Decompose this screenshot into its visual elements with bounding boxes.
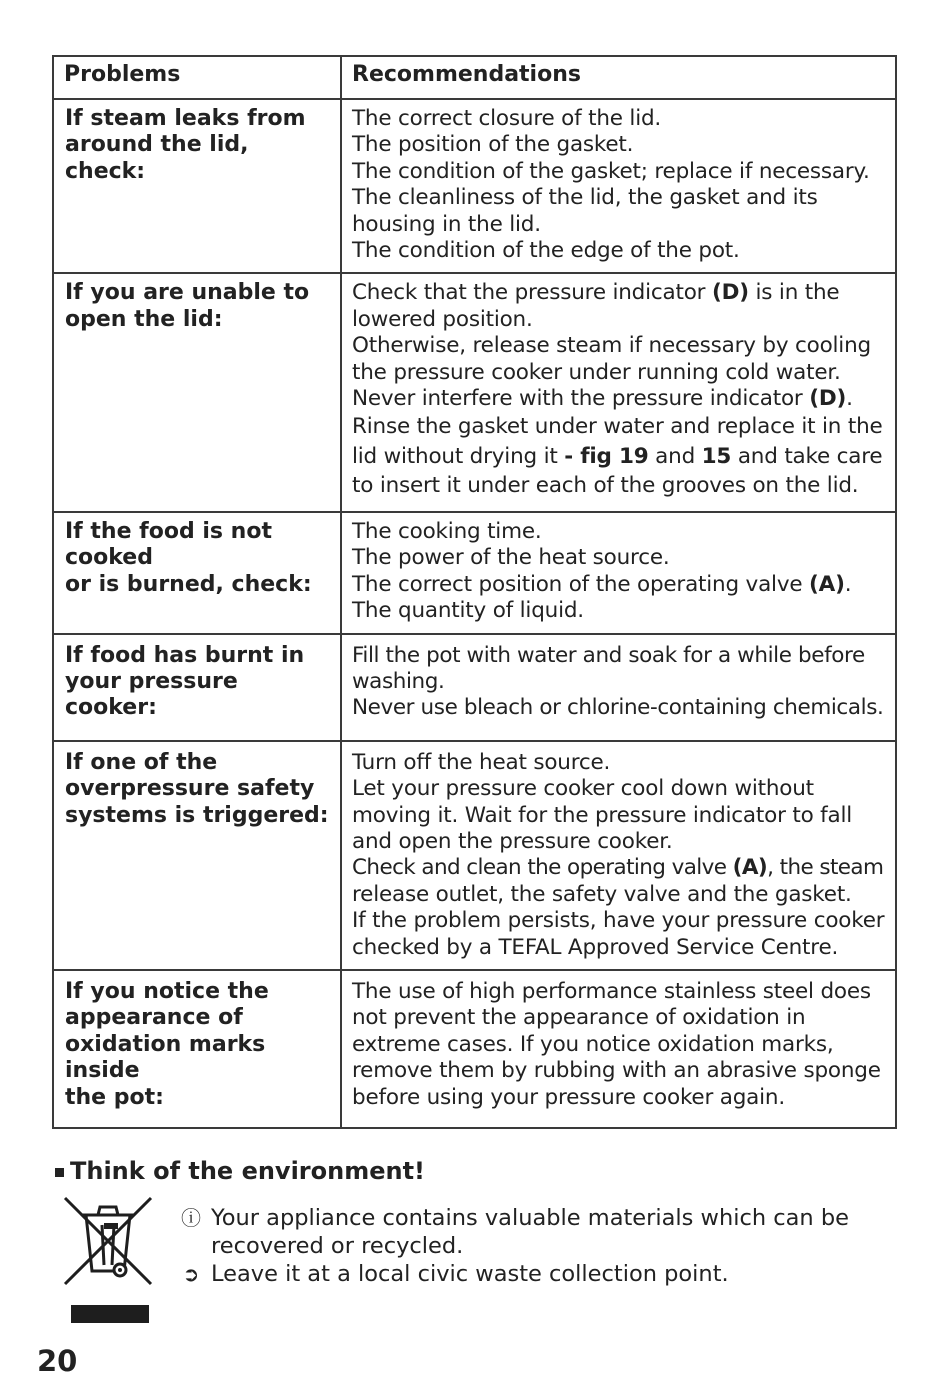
troubleshooting-table bbox=[52, 55, 897, 1129]
recommendation-text bbox=[352, 442, 885, 472]
problem-text: If you are unable to bbox=[65, 280, 310, 306]
recommendation-text: The position of the gasket. bbox=[352, 132, 634, 158]
rec-text: lid without drying it bbox=[352, 443, 565, 469]
bin-underline-bar bbox=[71, 1305, 149, 1323]
env-line-text: recovered or recycled. bbox=[211, 1233, 464, 1259]
recommendation-cell bbox=[341, 741, 896, 970]
crossed-out-wheelie-bin-icon bbox=[62, 1195, 154, 1287]
problem-text: open the lid: bbox=[65, 306, 223, 332]
bullet-square-icon bbox=[55, 1168, 64, 1177]
recommendation-text: lowered position. bbox=[352, 306, 533, 332]
recommendation-text: before using your pressure cooker again. bbox=[352, 1084, 785, 1110]
problem-text: systems is triggered: bbox=[65, 802, 329, 828]
header-recommendations: Recommendations bbox=[341, 56, 896, 99]
recommendation-text: Turn off the heat source. bbox=[352, 749, 611, 775]
recommendation-text bbox=[352, 855, 885, 881]
recommendation-text: The condition of the edge of the pot. bbox=[352, 238, 740, 264]
recommendation-text: The cleanliness of the lid, the gasket and its bbox=[352, 185, 818, 211]
rec-text: The correct position of the operating valve bbox=[352, 571, 810, 597]
recommendation-text: extreme cases. If you notice oxidation marks, bbox=[352, 1031, 834, 1057]
rec-text: Check that the pressure indicator bbox=[352, 280, 712, 306]
recommendation-cell bbox=[341, 99, 896, 273]
recommendation-cell bbox=[341, 634, 896, 741]
recommendation-text: The cooking time. bbox=[352, 518, 542, 544]
page-number: 20 bbox=[37, 1344, 78, 1378]
recommendation-text: Let your pressure cooker cool down without bbox=[352, 776, 814, 802]
table-row bbox=[53, 273, 896, 512]
problem-cell bbox=[53, 99, 341, 273]
problem-cell bbox=[53, 970, 341, 1128]
recommendation-text: release outlet, the safety valve and the gasket. bbox=[352, 881, 852, 907]
problem-text: If the food is not cooked bbox=[65, 518, 272, 571]
recommendation-cell bbox=[341, 273, 896, 512]
rec-text: , the steam bbox=[767, 855, 884, 881]
env-line-text: Leave it at a local civic waste collection point. bbox=[211, 1261, 729, 1287]
recommendation-text: The power of the heat source. bbox=[352, 545, 670, 571]
recommendation-text: The condition of the gasket; replace if necessary. bbox=[352, 158, 870, 184]
header-problems: Problems bbox=[53, 56, 341, 99]
rec-text: . bbox=[846, 386, 853, 412]
environment-title: Think of the environment! bbox=[70, 1157, 425, 1185]
rec-text: and take care bbox=[731, 443, 883, 469]
recommendation-text: not prevent the appearance of oxidation in bbox=[352, 1005, 806, 1031]
info-icon: ⓘ bbox=[181, 1206, 201, 1230]
recommendation-text: Never use bleach or chlorine-containing chemicals. bbox=[352, 695, 884, 721]
problem-text: If you notice the bbox=[65, 979, 269, 1005]
arrow-right-icon: ➲ bbox=[182, 1262, 200, 1286]
problem-text: or is burned, check: bbox=[65, 571, 312, 597]
component-ref: (D) bbox=[809, 386, 847, 412]
recommendation-text bbox=[352, 280, 885, 306]
problem-cell bbox=[53, 273, 341, 512]
table-header-row bbox=[53, 56, 896, 99]
problem-cell bbox=[53, 634, 341, 741]
rec-text: Check and clean the operating valve bbox=[352, 855, 733, 881]
recommendation-text: moving it. Wait for the pressure indicator to fall bbox=[352, 802, 853, 828]
recommendation-text: Rinse the gasket under water and replace it in the bbox=[352, 414, 883, 440]
env-line-text: Your appliance contains valuable materials which can be bbox=[211, 1205, 849, 1231]
problem-text: If one of the bbox=[65, 749, 218, 775]
recommendation-cell bbox=[341, 970, 896, 1128]
figure-ref: 15 bbox=[701, 443, 732, 469]
table-row bbox=[53, 99, 896, 273]
table-row bbox=[53, 634, 896, 741]
problem-cell bbox=[53, 512, 341, 634]
recommendation-cell bbox=[341, 512, 896, 634]
recommendation-text: The correct closure of the lid. bbox=[352, 106, 662, 131]
recommendation-text: to insert it under each of the grooves on the lid. bbox=[352, 473, 859, 499]
component-ref: (A) bbox=[809, 571, 845, 597]
env-line bbox=[178, 1260, 873, 1288]
recommendation-text bbox=[352, 386, 885, 412]
recommendation-text: checked by a TEFAL Approved Service Centre. bbox=[352, 934, 839, 960]
environment-heading bbox=[55, 1156, 425, 1186]
recommendation-text: Otherwise, release steam if necessary by cooling bbox=[352, 333, 871, 359]
problem-text: overpressure safety bbox=[65, 776, 315, 802]
problem-text: the pot: bbox=[65, 1084, 164, 1110]
problem-text: around the lid, check: bbox=[65, 132, 249, 184]
recommendation-text bbox=[352, 572, 885, 598]
recommendation-text: The use of high performance stainless steel does bbox=[352, 979, 871, 1005]
problem-text: appearance of bbox=[65, 1005, 243, 1031]
table-row bbox=[53, 741, 896, 970]
component-ref: (A) bbox=[732, 855, 768, 881]
env-line bbox=[178, 1204, 873, 1232]
rec-text: . bbox=[844, 571, 852, 597]
recommendation-text: If the problem persists, have your pressure cooker bbox=[352, 908, 885, 934]
recommendation-text: Fill the pot with water and soak for a while before bbox=[352, 642, 865, 668]
rec-text: is in the bbox=[748, 280, 840, 306]
recommendation-text: washing. bbox=[352, 669, 445, 694]
recommendation-text: The quantity of liquid. bbox=[352, 598, 584, 624]
problem-text: If steam leaks from bbox=[65, 106, 306, 131]
figure-ref: - fig 19 bbox=[564, 443, 649, 469]
problem-cell bbox=[53, 741, 341, 970]
recommendation-text: and open the pressure cooker. bbox=[352, 829, 673, 855]
rec-text: and bbox=[648, 443, 702, 469]
problem-text: your pressure cooker: bbox=[65, 669, 238, 721]
recommendation-text: housing in the lid. bbox=[352, 211, 541, 237]
environment-text bbox=[178, 1204, 873, 1288]
table-row bbox=[53, 512, 896, 634]
rec-text: Never interfere with the pressure indicator bbox=[352, 386, 810, 412]
component-ref: (D) bbox=[711, 280, 749, 306]
problem-text: If food has burnt in bbox=[65, 642, 305, 668]
table-row bbox=[53, 970, 896, 1128]
recommendation-text: remove them by rubbing with an abrasive sponge bbox=[352, 1058, 881, 1084]
problem-text: oxidation marks inside bbox=[65, 1031, 266, 1084]
recommendation-text: the pressure cooker under running cold water. bbox=[352, 359, 841, 385]
